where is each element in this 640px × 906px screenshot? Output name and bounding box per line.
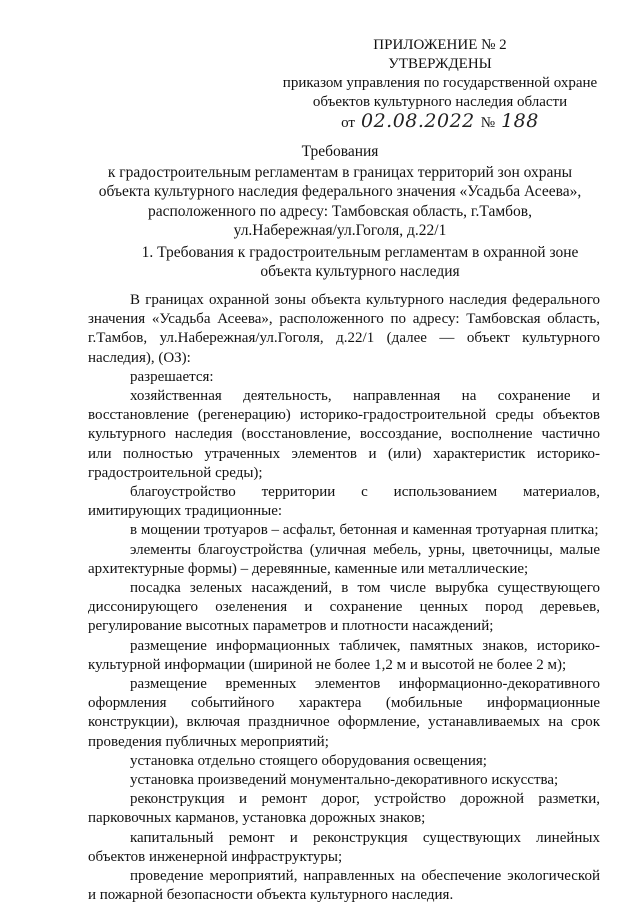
- appendix-label: ПРИЛОЖЕНИЕ № 2: [373, 37, 507, 53]
- list-item: посадка зеленых насаждений, в том числе вырубка существующего диссонирующего озеленения и сохранение ценных пород деревьев, регулирование высотных параметров и плотности насаждений;: [88, 580, 600, 635]
- document-body: [88, 291, 600, 906]
- list-item: в мощении тротуаров – асфальт, бетонная и каменная тротуарная плитка;: [130, 522, 599, 539]
- list-item: размещение информационных табличек, памятных знаков, историко-культурной информации (шириной не более 1,2 м и высотой не более 2 м);: [88, 637, 600, 673]
- title-line-2: объекта культурного наследия федерального значения «Усадьба Асеева»,: [98, 183, 582, 200]
- list-item: капитальный ремонт и реконструкция существующих линейных объектов инженерной инфраструктуры;: [88, 829, 600, 865]
- document-title: [70, 142, 610, 241]
- list-item: размещение временных элементов информационно-декоративного оформления событийного характера (мобильные информационные конструкции), включая праздничное оформление, устанавливаемых на срок проведения публичных мероприятий;: [88, 676, 600, 750]
- order-line-2: объектов культурного наследия области: [312, 94, 568, 110]
- title-line-4: ул.Набережная/ул.Гоголя, д.22/1: [233, 222, 447, 239]
- approved-label: УТВЕРЖДЕНЫ: [388, 56, 492, 72]
- list-item: благоустройство территории с использованием материалов, имитирующих традиционные:: [88, 484, 600, 520]
- title-heading: Требования: [301, 143, 379, 160]
- appendix-header: [270, 36, 610, 133]
- list-item: установка отдельно стоящего оборудования освещения;: [130, 752, 487, 769]
- list-item: реконструкция и ремонт дорог, устройство дорожной разметки, парковочных карманов, установка дорожных знаков;: [88, 791, 600, 827]
- section-heading-line-2: объекта культурного наследия: [260, 263, 460, 280]
- list-item: установка произведений монументально-декоративного искусства;: [130, 772, 559, 789]
- list-item: элементы благоустройства (уличная мебель, урны, цветочницы, малые архитектурные формы) – деревянные, каменные или металлические;: [88, 541, 600, 577]
- allowed-label: разрешается:: [130, 368, 214, 385]
- handwritten-number: 188: [501, 110, 539, 132]
- intro-paragraph: В границах охранной зоны объекта культурного наследия федерального значения «Усадьба Асеева», расположенного по адресу: Тамбовская область, г.Тамбов, ул.Набережная/ул.Гоголя, д.22/1 (далее — объект культурного наследия), (ОЗ):: [88, 292, 600, 366]
- number-sign: №: [480, 115, 496, 131]
- handwritten-date: 02.08.2022: [360, 110, 475, 132]
- list-item: проведение мероприятий, направленных на обеспечение экологической и пожарной безопасности объекта культурного наследия.: [88, 868, 600, 904]
- title-line-3: расположенного по адресу: Тамбовская область, г.Тамбов,: [148, 202, 532, 220]
- section-heading: [100, 243, 620, 281]
- list-item: хозяйственная деятельность, направленная на сохранение и восстановление (регенерацию) историко-градостроительной среды объектов культурного наследия (восстановление, воссоздание, восполнение частично или полностью утраченных элементов и (или) характеристик историко-градостроительной среды);: [88, 388, 600, 481]
- title-line-1: к градостроительным регламентам в границах территорий зон охраны: [107, 163, 573, 181]
- date-prefix: от: [341, 115, 355, 131]
- order-date-line: [270, 112, 610, 133]
- section-heading-line-1: 1. Требования к градостроительным регламентам в охранной зоне: [141, 244, 579, 261]
- order-line-1: приказом управления по государственной охране: [282, 75, 598, 91]
